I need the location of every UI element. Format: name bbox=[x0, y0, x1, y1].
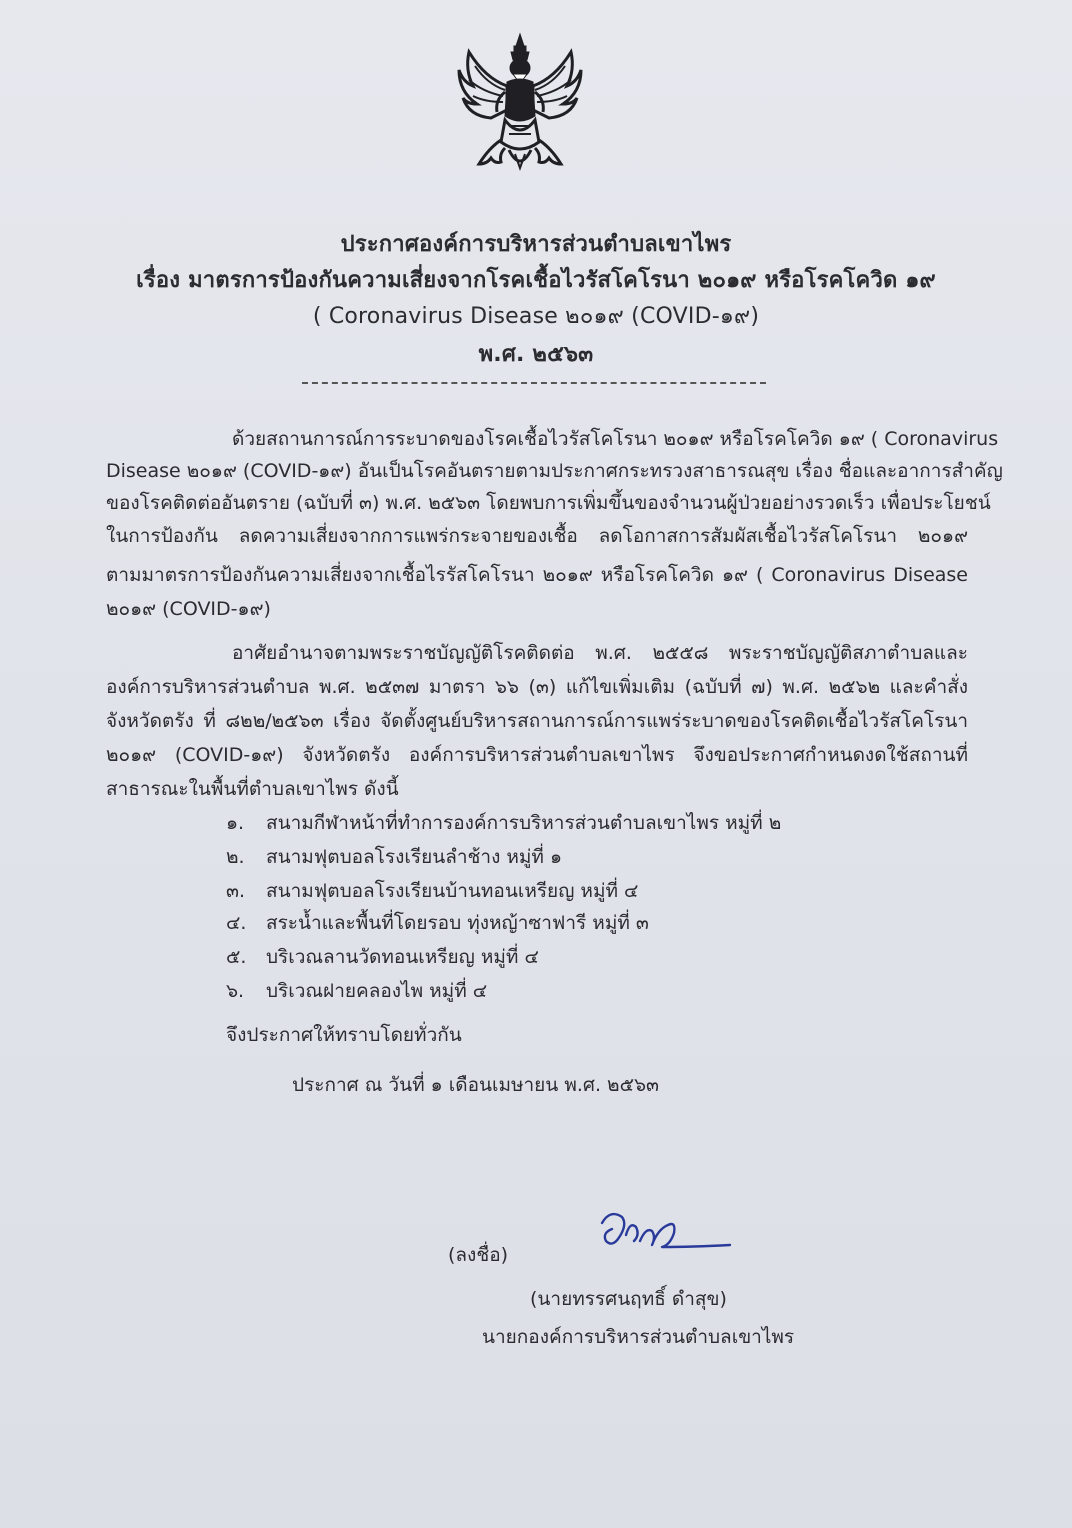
list-text: สระน้ำและพื้นที่โดยรอบ ทุ่งหญ้าซาฟารี หมู่ที่ ๓ bbox=[266, 912, 649, 934]
list-number: ๖. bbox=[226, 980, 245, 1002]
list-text: บริเวณลานวัดทอนเหรียญ หมู่ที่ ๔ bbox=[266, 946, 539, 968]
list-text: สนามฟุตบอลโรงเรียนบ้านทอนเหรียญ หมู่ที่ ๔ bbox=[266, 880, 639, 902]
closing-statement: จึงประกาศให้ทราบโดยทั่วกัน bbox=[226, 1024, 462, 1046]
list-item bbox=[226, 942, 539, 972]
para2-line: องค์การบริหารส่วนตำบล พ.ศ. ๒๕๓๗ มาตรา ๖๖ (๓) แก้ไขเพิ่มเติม (ฉบับที่ ๗) พ.ศ. ๒๕๖๒ และคำสั่ง bbox=[106, 676, 968, 698]
list-item bbox=[226, 842, 562, 872]
list-number: ๑. bbox=[226, 812, 245, 834]
document-title: ประกาศองค์การบริหารส่วนตำบลเขาไพร bbox=[340, 232, 732, 257]
list-number: ๔. bbox=[226, 912, 247, 934]
document-subject-english: ( Coronavirus Disease ๒๐๑๙ (COVID-๑๙) bbox=[312, 304, 760, 329]
list-number: ๓. bbox=[226, 880, 246, 902]
signer-position: นายกองค์การบริหารส่วนตำบลเขาไพร bbox=[482, 1326, 795, 1348]
para2-line: ๒๐๑๙ (COVID-๑๙) จังหวัดตรัง องค์การบริหารส่วนตำบลเขาไพร จึงขอประกาศกำหนดงดใช้สถานที่ bbox=[106, 744, 968, 766]
document-year: พ.ศ. ๒๕๖๓ bbox=[478, 342, 594, 367]
para1-line: ด้วยสถานการณ์การระบาดของโรคเชื้อไวรัสโคโรนา ๒๐๑๙ หรือโรคโควิด ๑๙ ( Coronavirus bbox=[232, 428, 999, 450]
list-text: สนามฟุตบอลโรงเรียนลำช้าง หมู่ที่ ๑ bbox=[266, 846, 563, 868]
para2-line: จังหวัดตรัง ที่ ๘๒๒/๒๕๖๓ เรื่อง จัดตั้งศูนย์บริหารสถานการณ์การแพร่ระบาดของโรคติดเชื้อไวรัสโคโรนา bbox=[106, 710, 968, 732]
handwritten-signature bbox=[596, 1205, 736, 1265]
para1-line: ในการป้องกัน ลดความเสี่ยงจากการแพร่กระจายของเชื้อ ลดโอกาสการสัมผัสเชื้อไวรัสโคโรนา ๒๐๑๙ bbox=[106, 525, 968, 547]
sign-label: (ลงชื่อ) bbox=[448, 1244, 509, 1266]
para1-line: ของโรคติดต่ออันตราย (ฉบับที่ ๓) พ.ศ. ๒๕๖๓ โดยพบการเพิ่มขึ้นของจำนวนผู้ป่วยอย่างรวดเร็ว เพื่อประโยชน์ bbox=[106, 492, 991, 514]
garuda-emblem-icon bbox=[455, 30, 585, 175]
announcement-date: ประกาศ ณ วันที่ ๑ เดือนเมษายน พ.ศ. ๒๕๖๓ bbox=[292, 1074, 659, 1096]
list-item bbox=[226, 876, 638, 906]
para2-line: สาธารณะในพื้นที่ตำบลเขาไพร ดังนี้ bbox=[106, 778, 399, 800]
list-item bbox=[226, 808, 781, 838]
list-text: สนามกีฬาหน้าที่ทำการองค์การบริหารส่วนตำบลเขาไพร หมู่ที่ ๒ bbox=[266, 812, 782, 834]
para1-line: ๒๐๑๙ (COVID-๑๙) bbox=[106, 598, 271, 620]
signer-name: (นายทรรศนฤทธิ์ ดำสุข) bbox=[530, 1288, 727, 1310]
list-number: ๒. bbox=[226, 846, 245, 868]
list-item bbox=[226, 908, 649, 938]
para1-line: ตามมาตรการป้องกันความเสี่ยงจากเชื้อไรรัสโคโรนา ๒๐๑๙ หรือโรคโควิด ๑๙ ( Coronavirus Disease bbox=[106, 564, 968, 586]
list-text: บริเวณฝายคลองไพ หมู่ที่ ๔ bbox=[266, 980, 488, 1002]
para2-line: อาศัยอำนาจตามพระราชบัญญัติโรคติดต่อ พ.ศ. ๒๕๕๘ พระราชบัญญัติสภาตำบลและ bbox=[232, 642, 968, 664]
title-separator bbox=[302, 382, 766, 384]
list-number: ๕. bbox=[226, 946, 247, 968]
para1-line: Disease ๒๐๑๙ (COVID-๑๙) อันเป็นโรคอันตรายตามประกาศกระทรวงสาธารณสุข เรื่อง ชื่อและอาการสำคัญ bbox=[106, 460, 1003, 482]
list-item bbox=[226, 976, 487, 1006]
document-subject: เรื่อง มาตรการป้องกันความเสี่ยงจากโรคเชื้อไวรัสโคโรนา ๒๐๑๙ หรือโรคโควิด ๑๙ bbox=[136, 268, 936, 293]
